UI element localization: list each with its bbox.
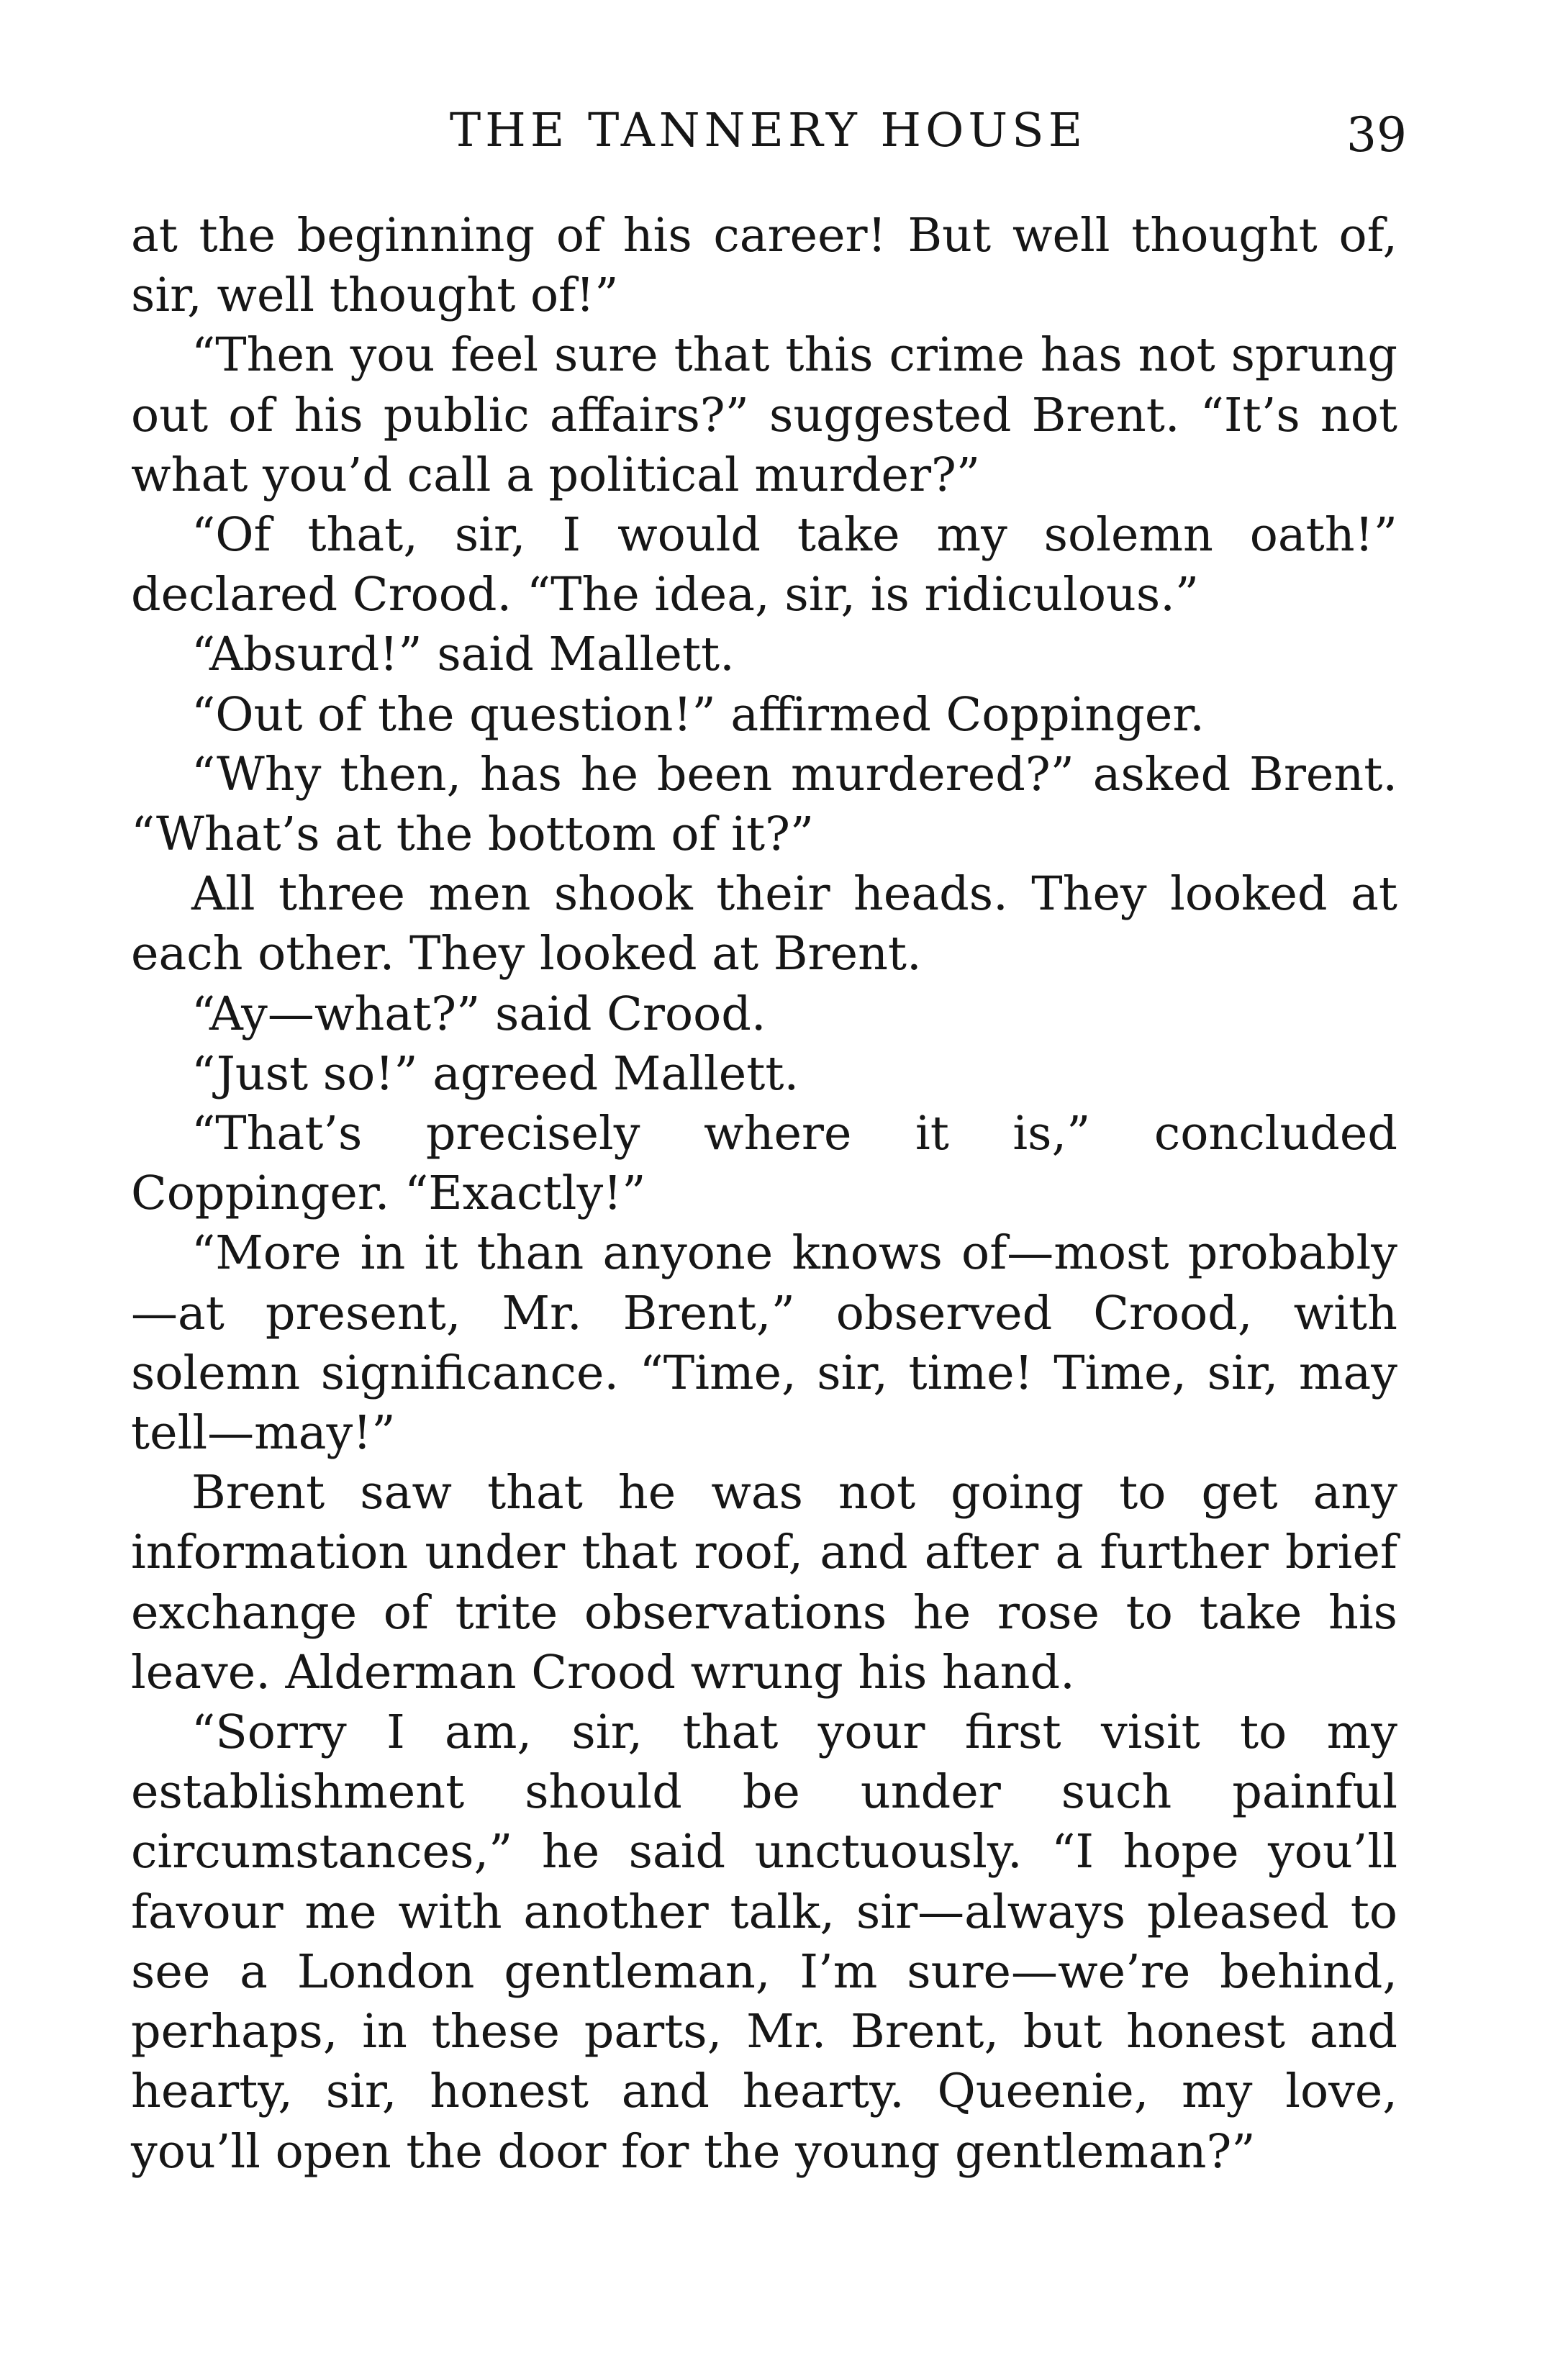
page-header bbox=[130, 95, 1407, 167]
body-text bbox=[131, 206, 1397, 2182]
paragraph: All three men shook their heads. They looked at each other. They looked at Brent. bbox=[131, 867, 1397, 981]
paragraph: at the beginning of his career! But well thought of, sir, well thought of!” bbox=[131, 209, 1397, 323]
paragraph: “Just so!” agreed Mallett. bbox=[191, 1046, 799, 1101]
paragraph: Brent saw that he was not going to get any information under that roof, and after a further brief exchange of trite observations he rose to take his leave. Alderman Crood wrung his hand. bbox=[131, 1466, 1397, 1700]
page-number: 39 bbox=[1346, 107, 1407, 163]
running-title: THE TANNERY HOUSE bbox=[449, 104, 1087, 158]
paragraph: “Absurd!” said Mallett. bbox=[191, 627, 735, 682]
paragraph: “That’s precisely where it is,” concluded Coppinger. “Exactly!” bbox=[131, 1107, 1397, 1221]
paragraph: “Then you feel sure that this crime has not sprung out of his public affairs?” suggested Brent. “It’s not what you’d call a political murder?” bbox=[131, 328, 1397, 502]
paragraph: “Sorry I am, sir, that your first visit to my establishment should be under such painful circumstances,” he said unctuously. “I hope you’ll favour me with another talk, sir—always pleased to see a London gentleman, I’m sure—we’re behind, perhaps, in these parts, Mr. Brent, but honest and hearty, sir, honest and hearty. Queenie, my love, you’ll open the door for the young gentleman?” bbox=[131, 1705, 1397, 2179]
paragraph: “Out of the question!” affirmed Coppinger. bbox=[191, 687, 1205, 742]
paragraph: “Of that, sir, I would take my solemn oath!” declared Crood. “The idea, sir, is ridiculous.” bbox=[131, 508, 1397, 622]
paragraph: “Ay—what?” said Crood. bbox=[191, 987, 766, 1041]
paragraph: “More in it than anyone knows of—most probably—at present, Mr. Brent,” observed Crood, with solemn significance. “Time, sir, time! Time, sir, may tell—may!” bbox=[131, 1226, 1397, 1461]
paragraph: “Why then, has he been murdered?” asked Brent. “What’s at the bottom of it?” bbox=[131, 747, 1397, 862]
